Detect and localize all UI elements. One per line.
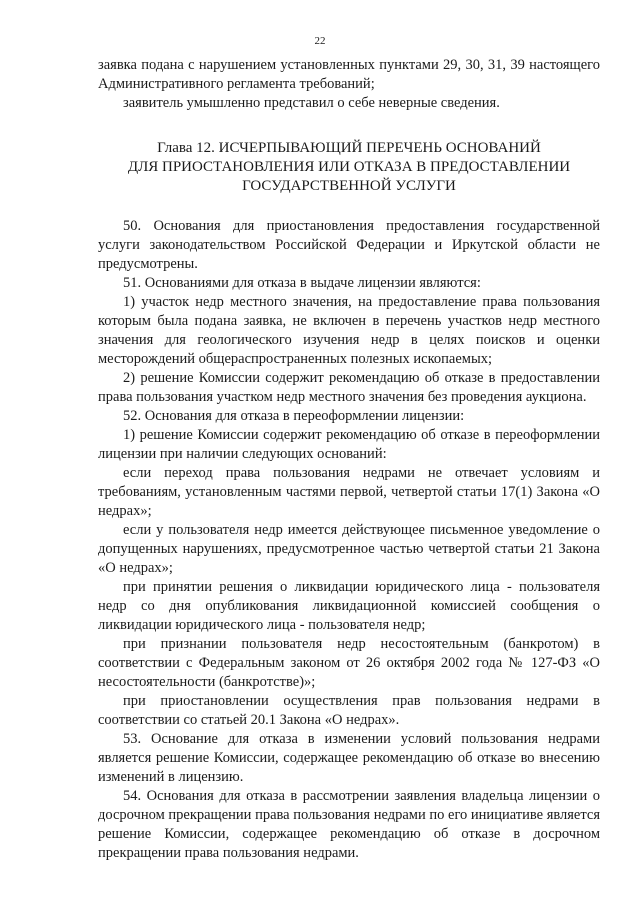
paragraph-51: 51. Основаниями для отказа в выдаче лицензии являются:: [123, 275, 481, 291]
list-item: заявитель умышленно представил о себе неверные сведения.: [123, 95, 500, 111]
chapter-heading-line: Глава 12. ИСЧЕРПЫВАЮЩИЙ ПЕРЕЧЕНЬ ОСНОВАНИЙ: [157, 140, 541, 156]
list-item: заявка подана с нарушением установленных пунктами 29, 30, 31, 39 настоящего Административного регламента требований;: [98, 57, 600, 92]
document-body: [98, 56, 600, 863]
list-item: при приостановлении осуществления прав пользования недрами в соответствии со статьей 20.1 Закона «О недрах».: [98, 693, 600, 728]
list-item: при признании пользователя недр несостоятельным (банкротом) в соответствии с Федеральным законом от 26 октября 2002 года № 127-ФЗ «О несостоятельности (банкротстве)»;: [98, 636, 600, 690]
list-item: 1) решение Комиссии содержит рекомендацию об отказе в переоформлении лицензии при наличии следующих оснований:: [98, 427, 600, 462]
chapter-heading-line: ДЛЯ ПРИОСТАНОВЛЕНИЯ ИЛИ ОТКАЗА В ПРЕДОСТАВЛЕНИИ: [127, 159, 571, 175]
list-item: 2) решение Комиссии содержит рекомендацию об отказе в предоставлении права пользования участком недр местного значения без проведения аукциона.: [98, 370, 600, 405]
page-number: 22: [314, 35, 326, 47]
list-item: если переход права пользования недрами не отвечает условиям и требованиям, установленным частями первой, четвертой статьи 17(1) Закона «О недрах»;: [98, 465, 600, 519]
chapter-heading-line: ГОСУДАРСТВЕННОЙ УСЛУГИ: [242, 178, 456, 194]
paragraph-52: 52. Основания для отказа в переоформлении лицензии:: [123, 408, 465, 424]
paragraph-50: 50. Основания для приостановления предоставления государственной услуги законодательством Российской Федерации и Иркутской области не предусмотрены.: [98, 218, 600, 272]
chapter-heading: [98, 139, 600, 196]
paragraph-53: 53. Основание для отказа в изменении условий пользования недрами является решение Комиссии, содержащее рекомендацию об отказе во внесению изменений в лицензию.: [98, 731, 600, 785]
list-item: при принятии решения о ликвидации юридического лица - пользователя недр со дня опубликования ликвидационной комиссией сообщения о ликвидации юридического лица - пользователя недр;: [98, 579, 600, 633]
list-item: 1) участок недр местного значения, на предоставление права пользования которым была подана заявка, не включен в перечень участков недр местного значения для геологического изучения недр в целях поисков и оценки месторождений общераспространенных полезных ископаемых;: [98, 294, 600, 367]
paragraph-54: 54. Основания для отказа в рассмотрении заявления владельца лицензии о досрочном прекращении права пользования недрами по его инициативе является решение Комиссии, содержащее рекомендацию об отказе в досрочном прекращении права пользования недрами.: [98, 788, 600, 861]
list-item: если у пользователя недр имеется действующее письменное уведомление о допущенных нарушениях, предусмотренное частью четвертой статьи 21 Закона «О недрах»;: [98, 522, 600, 576]
